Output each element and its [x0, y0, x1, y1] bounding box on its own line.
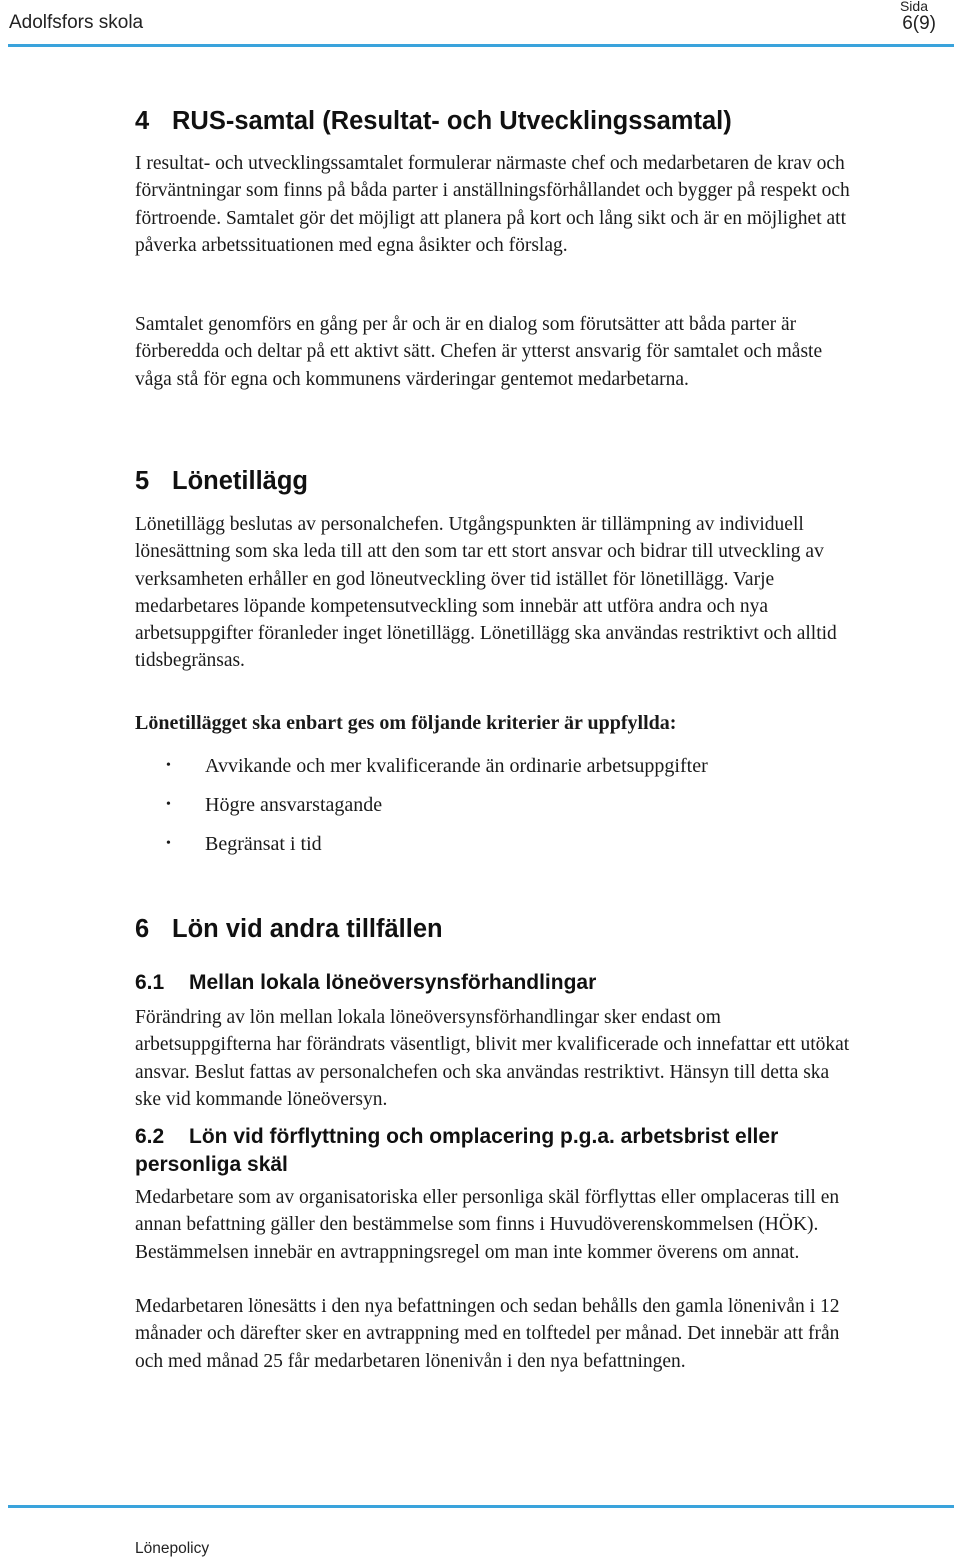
section-6-1-heading	[135, 969, 855, 997]
section-6-2-number: 6.2	[135, 1125, 165, 1148]
section-6-1-number: 6.1	[135, 971, 165, 994]
section-4-heading	[135, 107, 732, 136]
header-page-label: Sida	[899, 0, 928, 14]
section-5-number: 5	[135, 467, 150, 495]
section-6-2-paragraph-1: Medarbetare som av organisatoriska eller personliga skäl förflyttas eller omplaceras till en annan befattning gäller den bestämmelse som finns i Huvudöverenskommelsen (HÖK). Bestämmelsen innebär en avtrappningsregel om man inte kommer överens om annat.	[135, 1187, 840, 1263]
section-5-heading	[135, 467, 308, 496]
criteria-item-text: Avvikande och mer kvalificerande än ordinarie arbetsuppgifter	[205, 755, 708, 777]
header-school-name: Adolfsfors skola	[9, 12, 144, 33]
bullet-icon: •	[166, 758, 171, 773]
section-6-1-title: Mellan lokala löneöversynsförhandlingar	[189, 971, 597, 994]
section-6-2-paragraph-2: Medarbetaren lönesätts i den nya befattningen och sedan behålls den gamla lönenivån i 12 månader och därefter sker en avtrappning med en tolftedel per månad. Det innebär att från och med månad 25 får medarbetaren lönenivån i den nya befattningen.	[135, 1296, 840, 1372]
header-divider	[8, 44, 954, 47]
section-6-title: Lön vid andra tillfällen	[172, 915, 443, 943]
footer-divider	[8, 1505, 954, 1508]
footer-text: Lönepolicy	[135, 1540, 210, 1557]
bullet-icon: •	[166, 836, 171, 851]
section-4-number: 4	[135, 107, 150, 135]
section-6-heading	[135, 915, 443, 944]
criteria-item-text: Högre ansvarstagande	[205, 794, 383, 816]
section-4-title: RUS-samtal (Resultat- och Utvecklingssamtal)	[172, 107, 732, 135]
criteria-item-text: Begränsat i tid	[205, 833, 322, 855]
section-6-number: 6	[135, 915, 150, 943]
section-5-paragraph-1: Lönetillägg beslutas av personalchefen. Utgångspunkten är tillämpning av individuell lönesättning som ska leda till att den som tar ett stort ansvar och bidrar till utveckling av verksamheten erhåller en god löneutveckling över tid istället för lönetillägg. Varje medarbetares löpande kompetensutveckling som innebär att utföra andra och nya arbetsuppgifter föranleder inget lönetillägg. Lönetillägg ska användas restriktivt och alltid tidsbegränsas.	[135, 514, 837, 672]
section-4-paragraph-1: I resultat- och utvecklingssamtalet formulerar närmaste chef och medarbetaren de krav och förväntningar som finns på båda parter i anställningsförhållandet och bygger på respekt och förtroende. Samtalet gör det möjligt att planera på kort och lång sikt och är en möjlighet att påverka arbetssituationen med egna åsikter och förslag.	[135, 153, 850, 256]
header-page-number: 6(9)	[902, 13, 936, 34]
section-4-paragraph-2: Samtalet genomförs en gång per år och är en dialog som förutsätter att båda parter är förberedda och deltar på ett aktivt sätt. Chefen är ytterst ansvarig för samtalet och måste våga stå för egna och kommunens värderingar gentemot medarbetarna.	[135, 314, 823, 390]
section-6-1-paragraph: Förändring av lön mellan lokala löneöversynsförhandlingar sker endast om arbetsuppgifterna har förändrats väsentligt, blivit mer kvalificerade och innefattar ett utökat ansvar. Beslut fattas av personalchefen och ska användas restriktivt. Hänsyn till detta ska ske vid kommande löneöversyn.	[135, 1007, 850, 1110]
bullet-icon: •	[166, 797, 171, 812]
section-5-title: Lönetillägg	[172, 467, 308, 495]
section-6-2-title: Lön vid förflyttning och omplacering p.g.a. arbetsbrist eller personliga skäl	[135, 1125, 779, 1176]
criteria-heading: Lönetillägget ska enbart ges om följande kriterier är uppfyllda:	[135, 712, 677, 734]
section-6-2-heading	[135, 1123, 855, 1179]
